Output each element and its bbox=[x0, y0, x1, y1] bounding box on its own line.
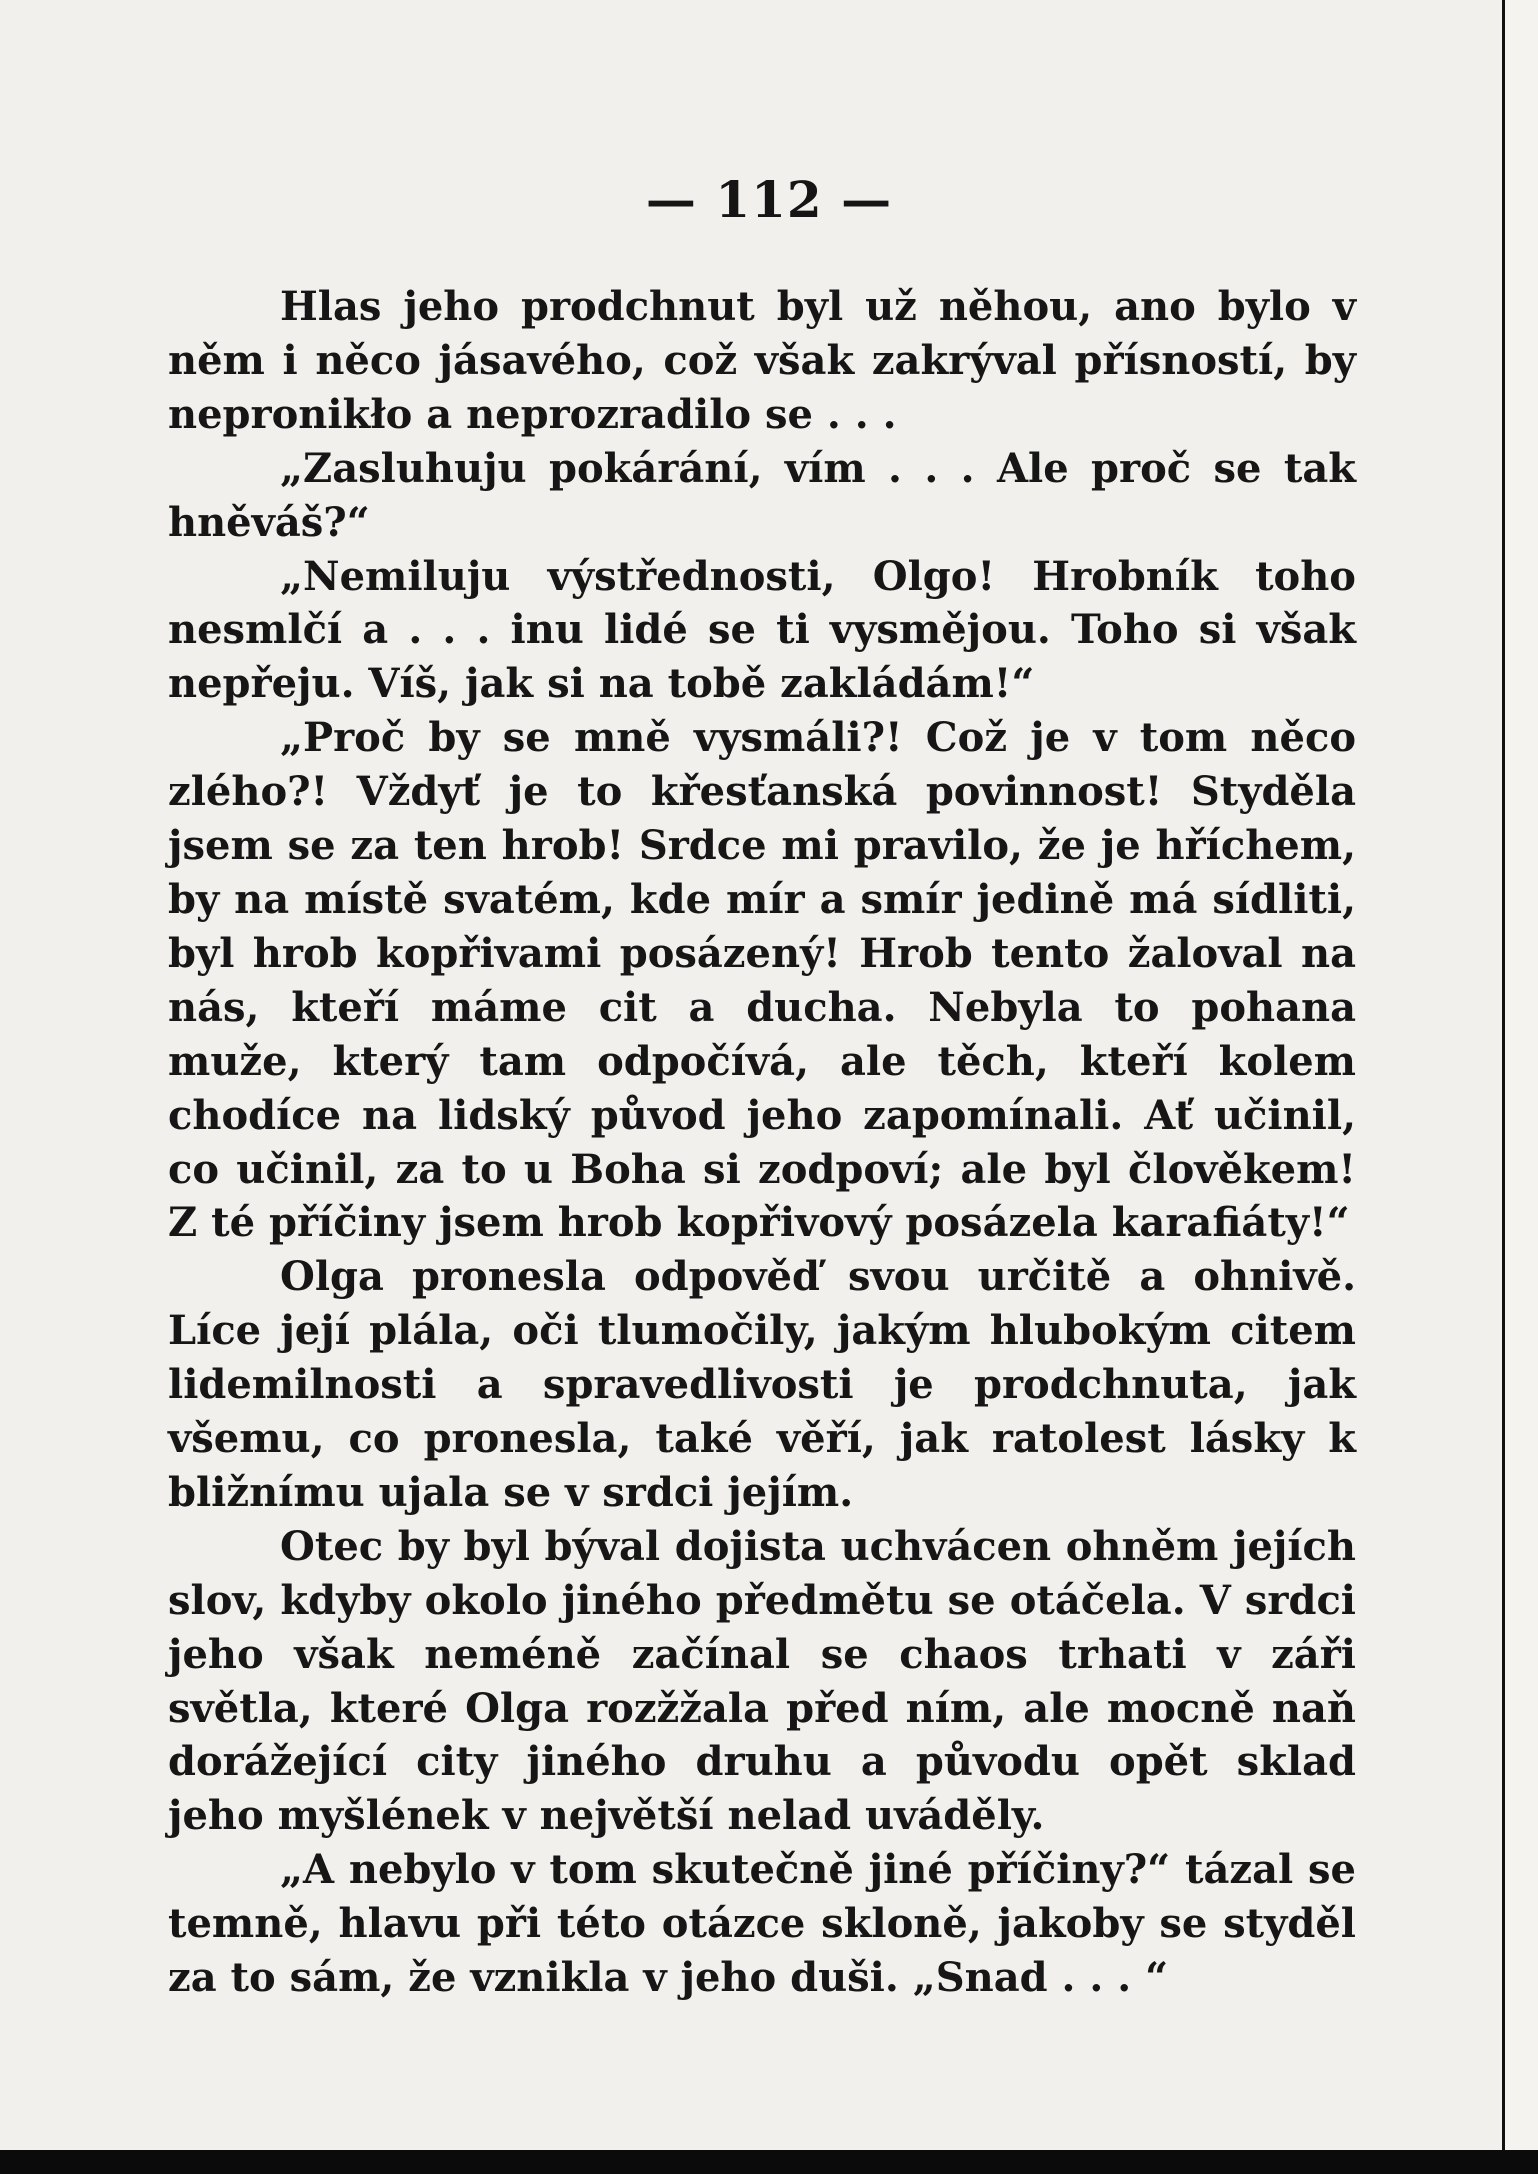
paragraph: Olga pronesla odpověď svou určitě a ohnivě. Líce její plála, oči tlumočily, jakým hlubokým citem lidemilnosti a spravedlivosti je prodchnuta, jak všemu, co pronesla, také věří, jak ratolest lásky k bližnímu ujala se v srdci jejím. bbox=[168, 1253, 1356, 1516]
scan-border bbox=[0, 2150, 1538, 2174]
paragraph: „Proč by se mně vysmáli?! Což je v tom něco zlého?! Vždyť je to křesťanská povinnost! Styděla jsem se za ten hrob! Srdce mi pravilo, že je hříchem, by na místě svatém, kde mír a smír jedině má sídliti, byl hrob kopřivami posázený! Hrob tento žaloval na nás, kteří máme cit a ducha. Nebyla to pohana muže, který tam odpočívá, ale těch, kteří kolem chodíce na lidský původ jeho zapomínali. Ať učinil, co učinil, za to u Boha si zodpoví; ale byl člověkem! Z té příčiny jsem hrob kopřivový posázela karafiáty!“ bbox=[168, 714, 1356, 1247]
paragraph: „Zasluhuju pokárání, vím . . . Ale proč se tak hněváš?“ bbox=[168, 444, 1356, 546]
paragraph: „A nebylo v tom skutečně jiné příčiny?“ tázal se temně, hlavu při této otázce skloně, jakoby se styděl za to sám, že vznikla v jeho duši. „Snad . . . “ bbox=[168, 1846, 1356, 2002]
text-body bbox=[168, 280, 1356, 2005]
paragraph: „Nemiluju výstřednosti, Olgo! Hrobník toho nesmlčí a . . . inu lidé se ti vysmějou. Toho si však nepřeju. Víš, jak si na tobě zakládám!“ bbox=[168, 552, 1356, 708]
page-number: — 112 — bbox=[645, 170, 893, 229]
paragraph: Hlas jeho prodchnut byl už něhou, ano bylo v něm i něco jásavého, což však zakrýval přísností, by nepronikło a neprozradilo se . . . bbox=[168, 283, 1356, 438]
adjacent-page-edge bbox=[1502, 0, 1538, 2174]
paragraph: Otec by byl býval dojista uchvácen ohněm jejích slov, kdyby okolo jiného předmětu se otáčela. V srdci jeho však neméně začínal se chaos trhati v záři světla, které Olga rozžžala před ním, ale mocně naň dorážející city jiného druhu a původu opět sklad jeho myšlének v největší nelad uváděly. bbox=[168, 1522, 1356, 1840]
